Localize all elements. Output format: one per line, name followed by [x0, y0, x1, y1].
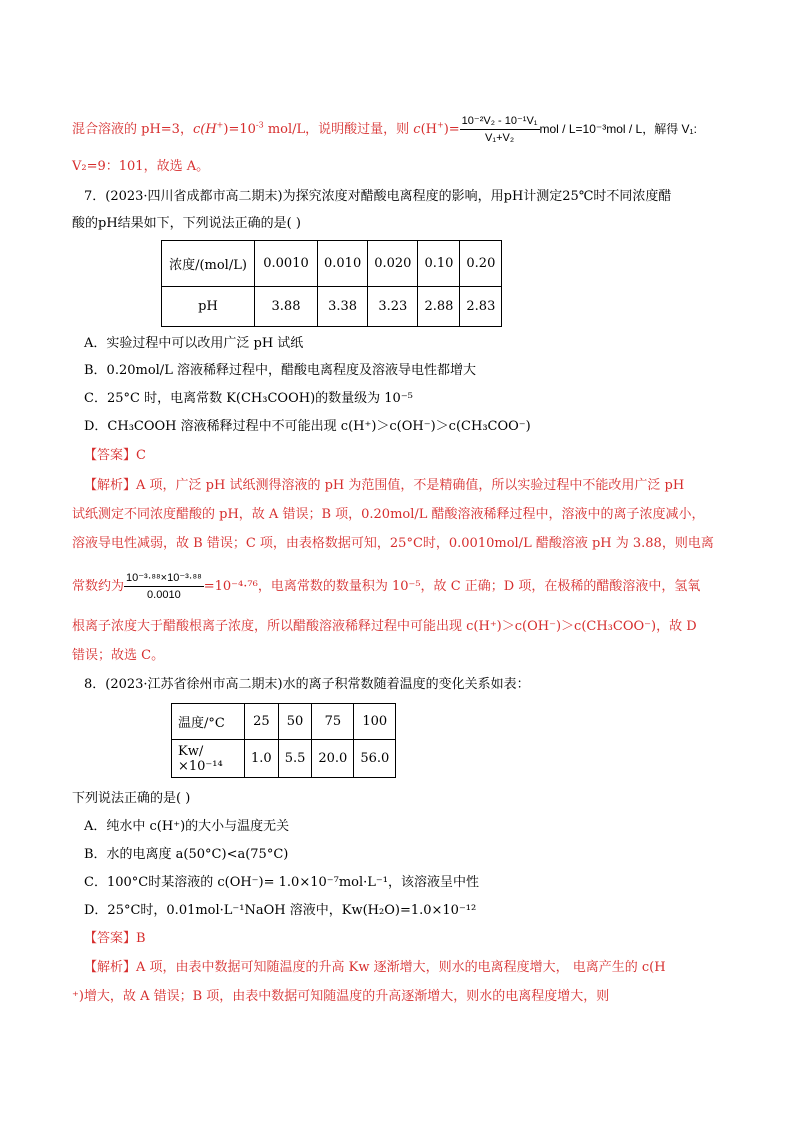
- q8-kw-cell: 5.5: [278, 740, 312, 778]
- intro-frac-num: 10⁻²V₂ - 10⁻¹V₁: [460, 113, 540, 130]
- q8-option-d: D．25°C时，0.01mol·L⁻¹NaOH 溶液中，Kw(H₂O)=1.0×10⁻¹²: [84, 903, 477, 918]
- intro-text-1: 混合溶液的 pH=3，: [72, 122, 193, 137]
- q8-kw-cell: 20.0: [312, 740, 354, 778]
- q7-ph-cell: 3.38: [318, 287, 368, 327]
- q8-table-temp-label: 温度/°C: [172, 704, 245, 740]
- q8-table-kw-label: Kw/×10⁻¹⁴: [172, 740, 245, 778]
- q8-explanation-2: ⁺)增大，故 A 错误；B 项，由表中数据可知随温度的升高逐渐增大，则水的电离程度增大，则: [72, 989, 610, 1004]
- q7-option-c: C．25°C 时，电离常数 K(CH₃COOH)的数量级为 10⁻⁵: [84, 391, 413, 406]
- q7-explanation-6: 错误；故选 C。: [72, 648, 165, 663]
- q7-conc-cell: 0.010: [318, 241, 368, 287]
- intro-exp: -3: [255, 120, 264, 130]
- q7-explanation-4: [72, 570, 734, 603]
- q7-explanation-3: 溶液导电性减弱，故 B 错误；C 项，由表格数据可知，25°C时，0.0010mol/L 醋酸溶液 pH 为 3.88，则电离: [72, 536, 714, 551]
- q8-kw-cell: 1.0: [245, 740, 279, 778]
- q7-exp4-num: 10⁻³·⁸⁸×10⁻³·⁸⁸: [124, 570, 204, 587]
- intro-frac-den: V₁+V₂: [485, 132, 515, 144]
- q7-ph-cell: 3.88: [255, 287, 318, 327]
- q8-stem-2: 下列说法正确的是( ): [72, 791, 191, 806]
- q8-explanation-1: 【解析】A 项，由表中数据可知随温度的升高 Kw 逐渐增大，则水的电离程度增大， 电离产生的 c(H: [84, 960, 666, 975]
- q7-stem-2: 酸的pH结果如下，下列说法正确的是( ): [72, 216, 301, 231]
- q7-conc-cell: 0.20: [460, 241, 502, 287]
- q7-exp4-post: =10⁻⁴·⁷⁶，电离常数的数量积为 10⁻⁵，故 C 正确；D 项，在极稀的醋酸溶液中，氢氧: [203, 579, 701, 594]
- intro-after-frac: mol / L=10⁻³mol / L，解得 V₁:: [539, 122, 697, 136]
- q8-table: [171, 703, 396, 778]
- intro-fraction: [460, 113, 540, 146]
- q7-option-d: D．CH₃COOH 溶液稀释过程中不可能出现 c(H⁺)＞c(OH⁻)＞c(CH₃COO⁻): [84, 419, 531, 434]
- intro-line-1: 混合溶液的 pH=3，$c(H^+)=10^{-3}$ mol/L，说明酸过量，则 c(H+)= $\frac{\text{10⁻²V₂ - 10⁻¹V₁}}{\text{V₁+V₂}}$ mol / L=10⁻³mol / L，解得 V₁:: [72, 115, 697, 144]
- q7-table-ph-label: pH: [162, 287, 255, 327]
- q7-option-a: A．实验过程中可以改用广泛 pH 试纸: [84, 336, 304, 351]
- q7-explanation-2: 试纸测定不同浓度醋酸的 pH，故 A 错误；B 项，0.20mol/L 醋酸溶液稀释过程中，溶液中的离子浓度减小，: [72, 507, 705, 522]
- q7-explanation-5: 根离子浓度大于醋酸根离子浓度，所以醋酸溶液稀释过程中可能出现 c(H⁺)＞c(OH⁻)＞c(CH₃COO⁻)，故 D: [72, 619, 697, 634]
- q7-explanation-1: 【解析】A 项，广泛 pH 试纸测得溶液的 pH 为范围值，不是精确值，所以实验过程中不能改用广泛 pH: [84, 478, 685, 493]
- q7-conc-cell: 0.10: [418, 241, 460, 287]
- q8-temp-cell: 100: [354, 704, 396, 740]
- q7-exp4-fraction: [124, 570, 204, 603]
- q7-exp4-den: 0.0010: [147, 589, 181, 601]
- q8-temp-cell: 50: [278, 704, 312, 740]
- q8-temp-cell: 75: [312, 704, 354, 740]
- q7-option-b: B．0.20mol/L 溶液稀释过程中，醋酸电离程度及溶液导电性都增大: [84, 363, 476, 378]
- intro-ch: c(H: [192, 122, 217, 137]
- q8-stem-1: 8．(2023·江苏省徐州市高二期末)水的离子积常数随着温度的变化关系如表：: [84, 677, 530, 692]
- intro-line-2: V₂=9：101，故选 A。: [72, 159, 210, 174]
- intro-mol: mol/L，说明酸过量，则: [263, 122, 414, 137]
- q8-option-a: A．纯水中 c(H⁺)的大小与温度无关: [84, 819, 290, 834]
- q8-kw-cell: 56.0: [354, 740, 396, 778]
- q8-option-b: B．水的电离度 a(50°C)<a(75°C): [84, 847, 289, 862]
- intro-eq: )=10: [223, 122, 256, 137]
- q8-answer: 【答案】B: [84, 931, 146, 946]
- q7-answer: 【答案】C: [84, 448, 146, 463]
- q8-option-c: C．100°C时某溶液的 c(OH⁻)= 1.0×10⁻⁷mol·L⁻¹，该溶液呈中性: [84, 875, 479, 890]
- q7-conc-cell: 0.020: [368, 241, 418, 287]
- q7-table: [161, 240, 502, 327]
- q7-exp4-pre: 常数约为: [72, 579, 125, 594]
- intro-plus: +: [216, 120, 224, 130]
- q8-temp-cell: 25: [245, 704, 279, 740]
- q7-ph-cell: 2.88: [418, 287, 460, 327]
- q7-conc-cell: 0.0010: [255, 241, 318, 287]
- q7-ph-cell: 2.83: [460, 287, 502, 327]
- q7-stem-1: 7．(2023·四川省成都市高二期末)为探究浓度对醋酸电离程度的影响，用pH计测定25℃时不同浓度醋: [84, 189, 672, 204]
- q7-table-conc-label: 浓度/(mol/L): [162, 241, 255, 287]
- q7-ph-cell: 3.23: [368, 287, 418, 327]
